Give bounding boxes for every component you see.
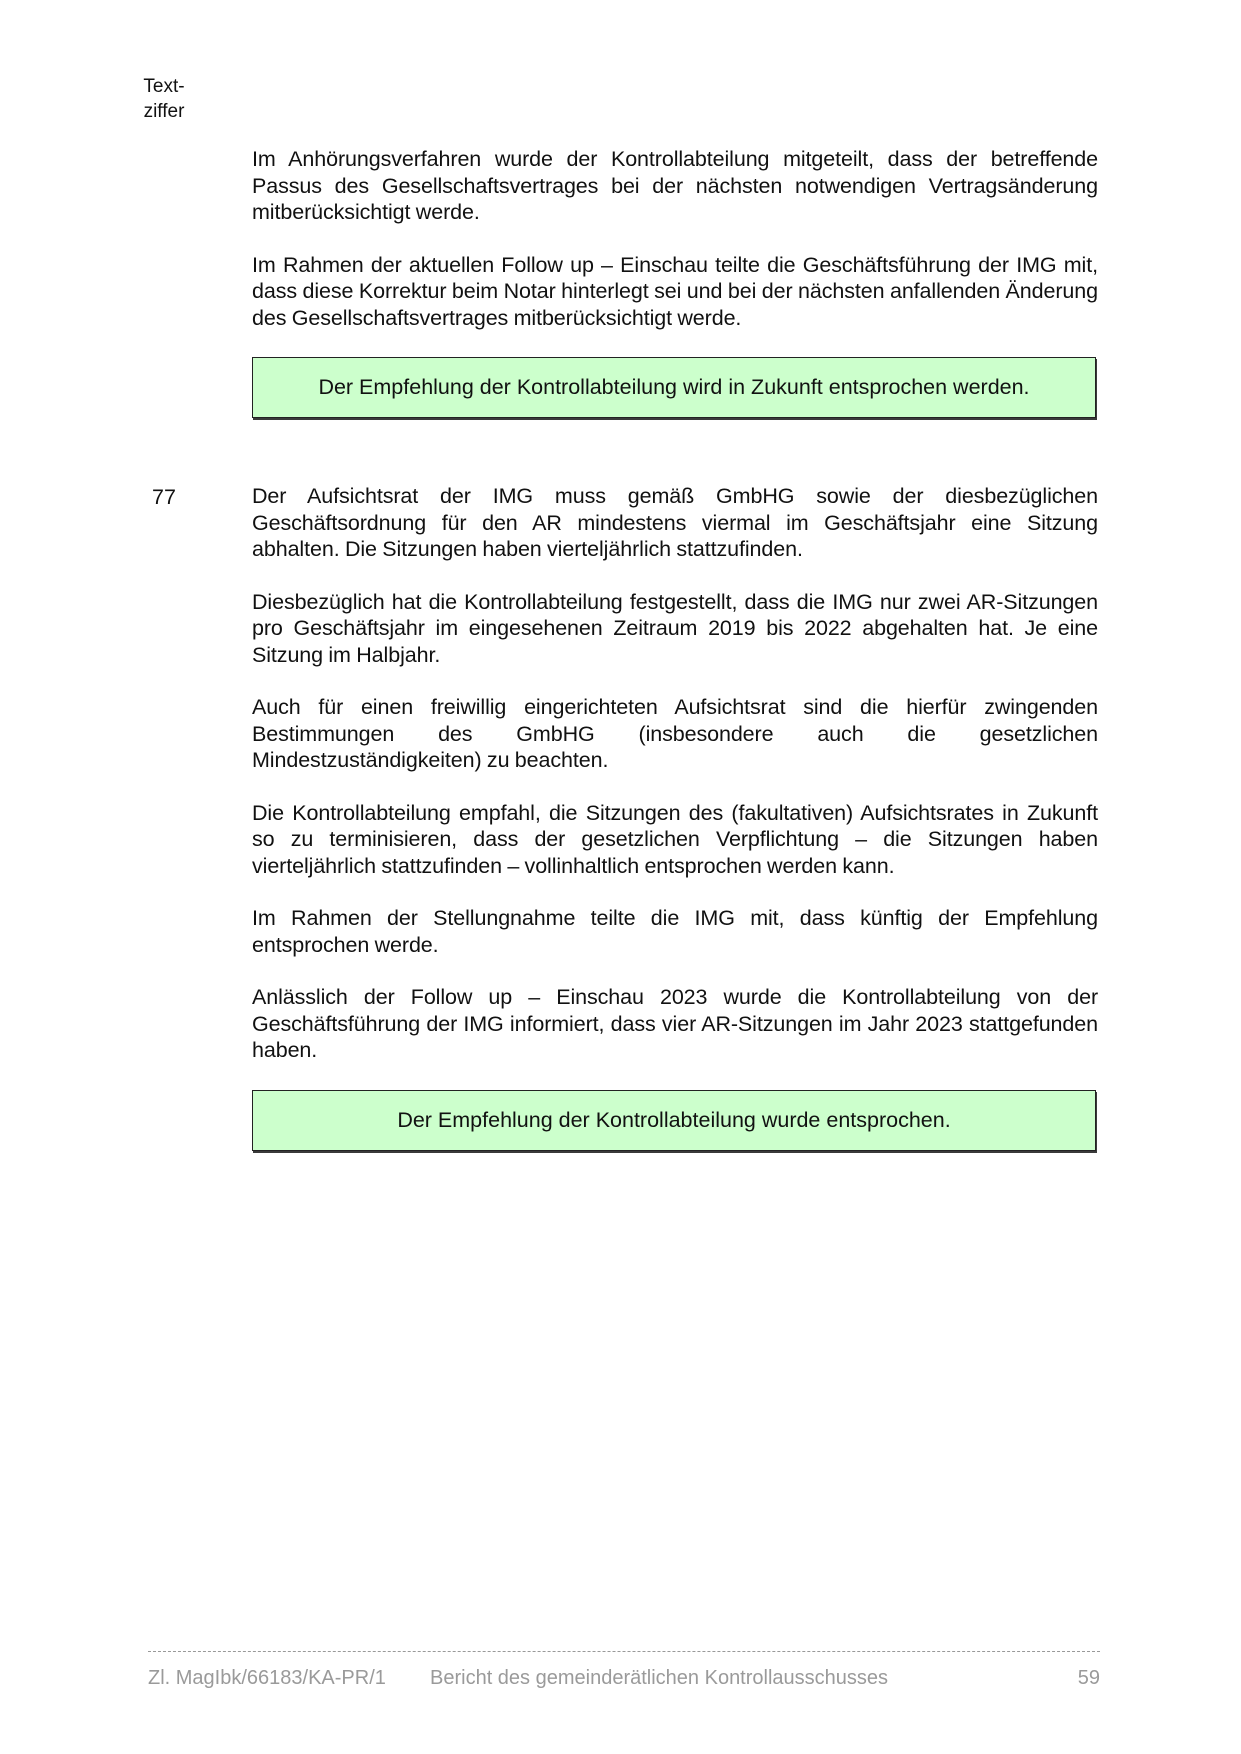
footer-reference: Zl. MagIbk/66183/KA-PR/1 (148, 1667, 386, 1689)
paragraph: Diesbezüglich hat die Kontrollabteilung festgestellt, dass die IMG nur zwei AR-Sitzungen pro Geschäftsjahr im eingesehenen Zeitraum 2019 bis 2022 abgehalten hat. Je eine Sitzung im Halbjahr. (252, 589, 1098, 667)
paragraph: Anlässlich der Follow up – Einschau 2023 wurde die Kontrollabteilung von der Geschäftsführung der IMG informiert, dass vier AR-Sitzungen im Jahr 2023 stattgefunden haben. (252, 985, 1098, 1062)
paragraph: Im Rahmen der aktuellen Follow up – Einschau teilte die Geschäftsführung der IMG mit, dass diese Korrektur beim Notar hinterlegt sei und bei der nächsten anfallenden Änderung des Gesellschaftsvertrages mitberücksichtigt werde. (252, 252, 1098, 330)
paragraph: Auch für einen freiwillig eingerichteten Aufsichtsrat sind die hierfür zwingenden Bestimmungen des GmbHG (insbesondere auch die gesetzlichen Mindestzuständigkeiten) zu beachten. (252, 695, 1098, 772)
footer-divider (148, 1651, 1100, 1652)
recommendation-status-text: Der Empfehlung der Kontrollabteilung wird in Zukunft entsprochen werden. (318, 375, 1030, 399)
recommendation-status-box (252, 1090, 1096, 1151)
paragraph: Der Aufsichtsrat der IMG muss gemäß GmbHG sowie der diesbezüglichen Geschäftsordnung für den AR mindestens viermal im Geschäftsjahr eine Sitzung abhalten. Die Sitzungen haben vierteljährlich stattzufinden. (252, 484, 1098, 561)
page-number: 59 (1077, 1667, 1100, 1689)
recommendation-status-text: Der Empfehlung der Kontrollabteilung wurde entsprochen. (397, 1107, 951, 1132)
footer-title: Bericht des gemeinderätlichen Kontrollausschusses (430, 1667, 889, 1689)
paragraph: Die Kontrollabteilung empfahl, die Sitzungen des (fakultativen) Aufsichtsrates in Zukunft so zu terminisieren, dass der gesetzlichen Verpflichtung – die Sitzungen haben vierteljährlich stattzufinden – vollinhaltlich entsprochen werden kann. (252, 800, 1098, 878)
document-body (252, 146, 1098, 1151)
paragraph: Im Rahmen der Stellungnahme teilte die IMG mit, dass künftig der Empfehlung entsprochen werde. (252, 906, 1098, 957)
margin-label-textziffer (140, 74, 188, 124)
recommendation-status-box (252, 357, 1096, 418)
margin-label-line2: ziffer (143, 101, 185, 122)
margin-label-line1: Text- (143, 76, 185, 97)
paragraph: Im Anhörungsverfahren wurde der Kontrollabteilung mitgeteilt, dass der betreffende Passus des Gesellschaftsvertrages bei der nächsten notwendigen Vertragsänderung mitberücksichtigt werde. (252, 147, 1098, 224)
textziffer-number: 77 (152, 485, 176, 509)
